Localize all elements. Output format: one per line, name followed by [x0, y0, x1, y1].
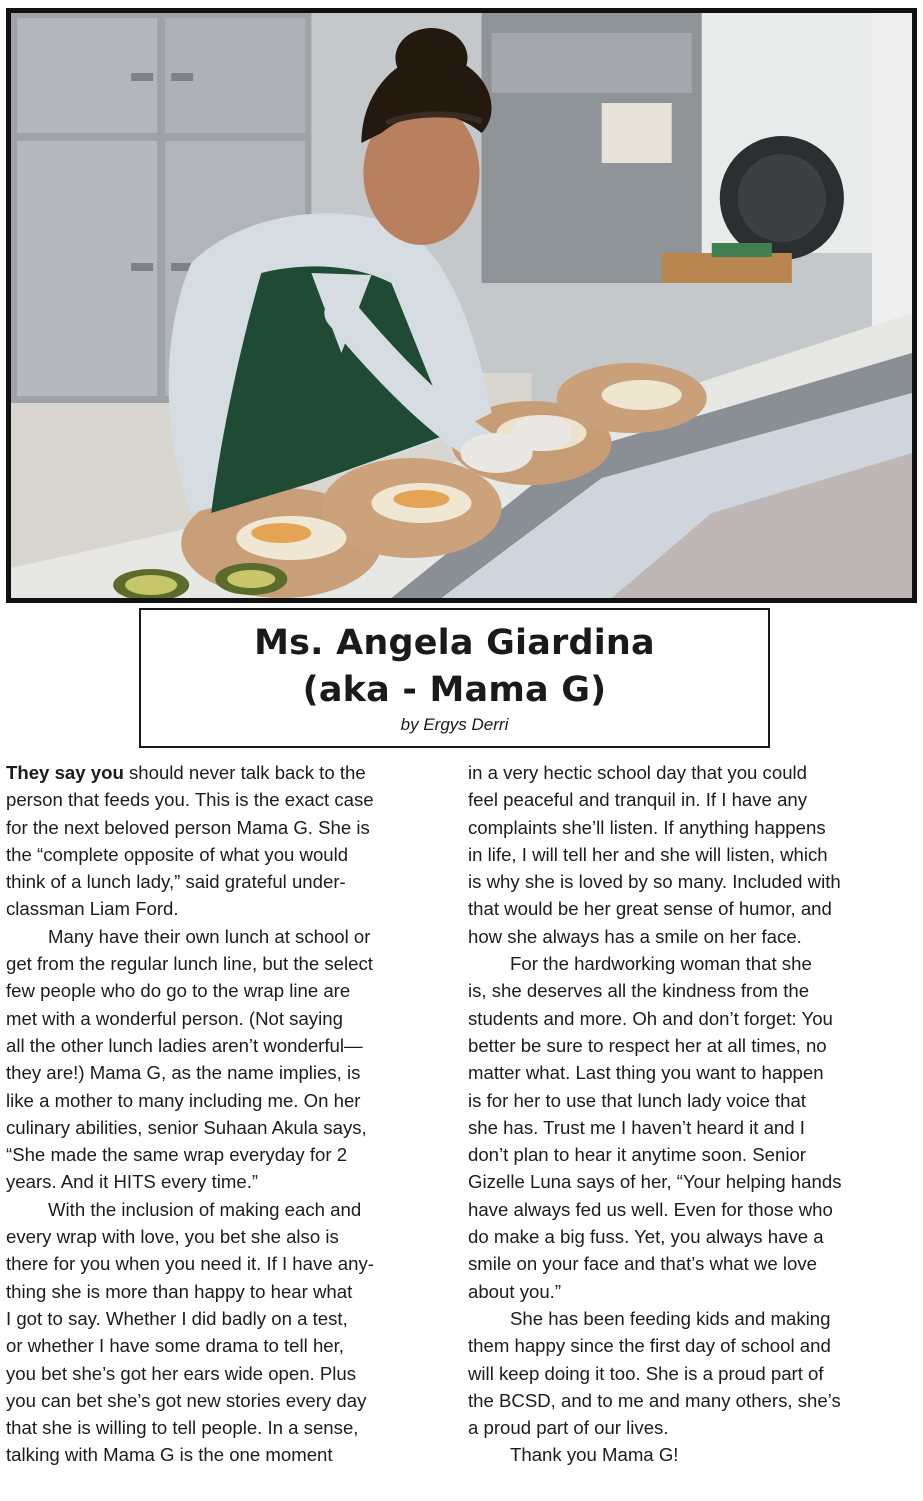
article-line [6, 1414, 446, 1441]
article-line: feel peaceful and tranquil in. If I have any [468, 789, 808, 811]
article-line-text: or whether I have some drama to tell her, [6, 1335, 344, 1357]
article-line-text: for the next beloved person Mama G. She is [6, 816, 370, 838]
article-line [6, 786, 446, 813]
article-line: do make a big fuss. Yet, you always have a [468, 1226, 824, 1248]
article-line [6, 923, 446, 950]
article-photo [11, 13, 912, 598]
article-line-text: you bet she’s got her ears wide open. Plus [6, 1362, 357, 1384]
article-line: that would be her great sense of humor, and [468, 898, 832, 920]
article-line [6, 841, 446, 868]
article-line-text: classman Liam Ford. [6, 898, 179, 920]
photo-frame [6, 8, 917, 603]
article-line-text: culinary abilities, senior Suhaan Akula says, [6, 1116, 367, 1138]
article-line-text: few people who do go to the wrap line are [6, 980, 351, 1002]
article-line: in a very hectic school day that you could [468, 762, 808, 783]
article-line [6, 977, 446, 1004]
article-line-text: the “complete opposite of what you would [6, 843, 349, 865]
article-line-text: you can bet she’s got new stories every day [6, 1389, 367, 1411]
article-line: is, she deserves all the kindness from the [468, 980, 810, 1002]
article-line [6, 1278, 446, 1305]
article-line: is for her to use that lunch lady voice that [468, 1089, 806, 1111]
article-line: how she always has a smile on her face. [468, 925, 802, 947]
article-line: is why she is loved by so many. Included with [468, 871, 841, 893]
article-line: better be sure to respect her at all times, no [468, 1034, 827, 1056]
article-line-text: that she is willing to tell people. In a sense, [6, 1417, 359, 1439]
article-line: about you.” [468, 1280, 562, 1302]
article-line: have always fed us well. Even for those who [468, 1198, 833, 1220]
article-line-text: years. And it HITS every time.” [6, 1171, 259, 1193]
article-line: will keep doing it too. She is a proud part of [468, 1362, 824, 1384]
article-line [6, 1059, 446, 1086]
article-line-text: person that feeds you. This is the exact case [6, 789, 374, 811]
article-line: Gizelle Luna says of her, “Your helping hands [468, 1171, 842, 1193]
article-line: smile on your face and that’s what we love [468, 1253, 817, 1275]
article-column-right [468, 759, 908, 1469]
article-line [6, 868, 446, 895]
article-line: For the hardworking woman that she [510, 953, 812, 975]
article-line-text: all the other lunch ladies aren’t wonderful— [6, 1034, 363, 1056]
article-line-text: met with a wonderful person. (Not saying [6, 1007, 343, 1029]
photo-illustration [11, 13, 912, 598]
article-line [6, 759, 446, 786]
article-line: them happy since the first day of school and [468, 1335, 831, 1357]
article-column-left [6, 759, 446, 1469]
byline: by Ergys Derri [400, 715, 509, 734]
article-line [6, 1032, 446, 1059]
headline-box [139, 608, 770, 748]
article-line-text: they are!) Mama G, as the name implies, is [6, 1062, 361, 1084]
article-line-text: every wrap with love, you bet she also is [6, 1226, 339, 1248]
article-line-text: I got to say. Whether I did badly on a test, [6, 1307, 348, 1329]
article-line: in life, I will tell her and she will listen, which [468, 843, 828, 865]
article-line-text: “She made the same wrap everyday for 2 [6, 1144, 348, 1166]
article-line [6, 895, 446, 922]
article-line: don’t plan to hear it anytime soon. Senior [468, 1144, 806, 1166]
article-line-text: Many have their own lunch at school or [48, 925, 371, 947]
headline-line-2: (aka - Mama G) [302, 670, 607, 710]
article-line [6, 1387, 446, 1414]
article-line-text: think of a lunch lady,” said grateful under- [6, 871, 346, 893]
article-line [6, 1141, 446, 1168]
article-line [6, 1196, 446, 1223]
article-line [6, 1305, 446, 1332]
article-line: students and more. Oh and don’t forget: You [468, 1007, 833, 1029]
article-line [6, 1087, 446, 1114]
article-line: she has. Trust me I haven’t heard it and I [468, 1116, 805, 1138]
article-line [6, 1360, 446, 1387]
article-line [6, 1441, 446, 1468]
article-line: the BCSD, and to me and many others, she’s [468, 1389, 841, 1411]
article-line [6, 1223, 446, 1250]
article-line: a proud part of our lives. [468, 1417, 669, 1439]
article-line-text: With the inclusion of making each and [48, 1198, 362, 1220]
article-line [6, 1168, 446, 1195]
article-line-text: should never talk back to the [123, 762, 366, 783]
article-line [6, 950, 446, 977]
article-line [6, 1005, 446, 1032]
article-line-text: talking with Mama G is the one moment [6, 1444, 333, 1466]
article-line-text: get from the regular lunch line, but the select [6, 953, 373, 975]
article-line [6, 814, 446, 841]
article-line-text: there for you when you need it. If I have any- [6, 1253, 374, 1275]
article-line [6, 1250, 446, 1277]
article-line-text: thing she is more than happy to hear what [6, 1280, 353, 1302]
lead-in: They say you [6, 762, 124, 783]
article-line: complaints she’ll listen. If anything happens [468, 816, 826, 838]
article-line-text: like a mother to many including me. On her [6, 1089, 361, 1111]
headline [141, 620, 768, 714]
article-line: Thank you Mama G! [510, 1444, 679, 1466]
article-line [6, 1114, 446, 1141]
article-line [6, 1332, 446, 1359]
headline-line-1: Ms. Angela Giardina [254, 623, 655, 663]
article-line: matter what. Last thing you want to happen [468, 1062, 824, 1084]
article-line: She has been feeding kids and making [510, 1307, 831, 1329]
